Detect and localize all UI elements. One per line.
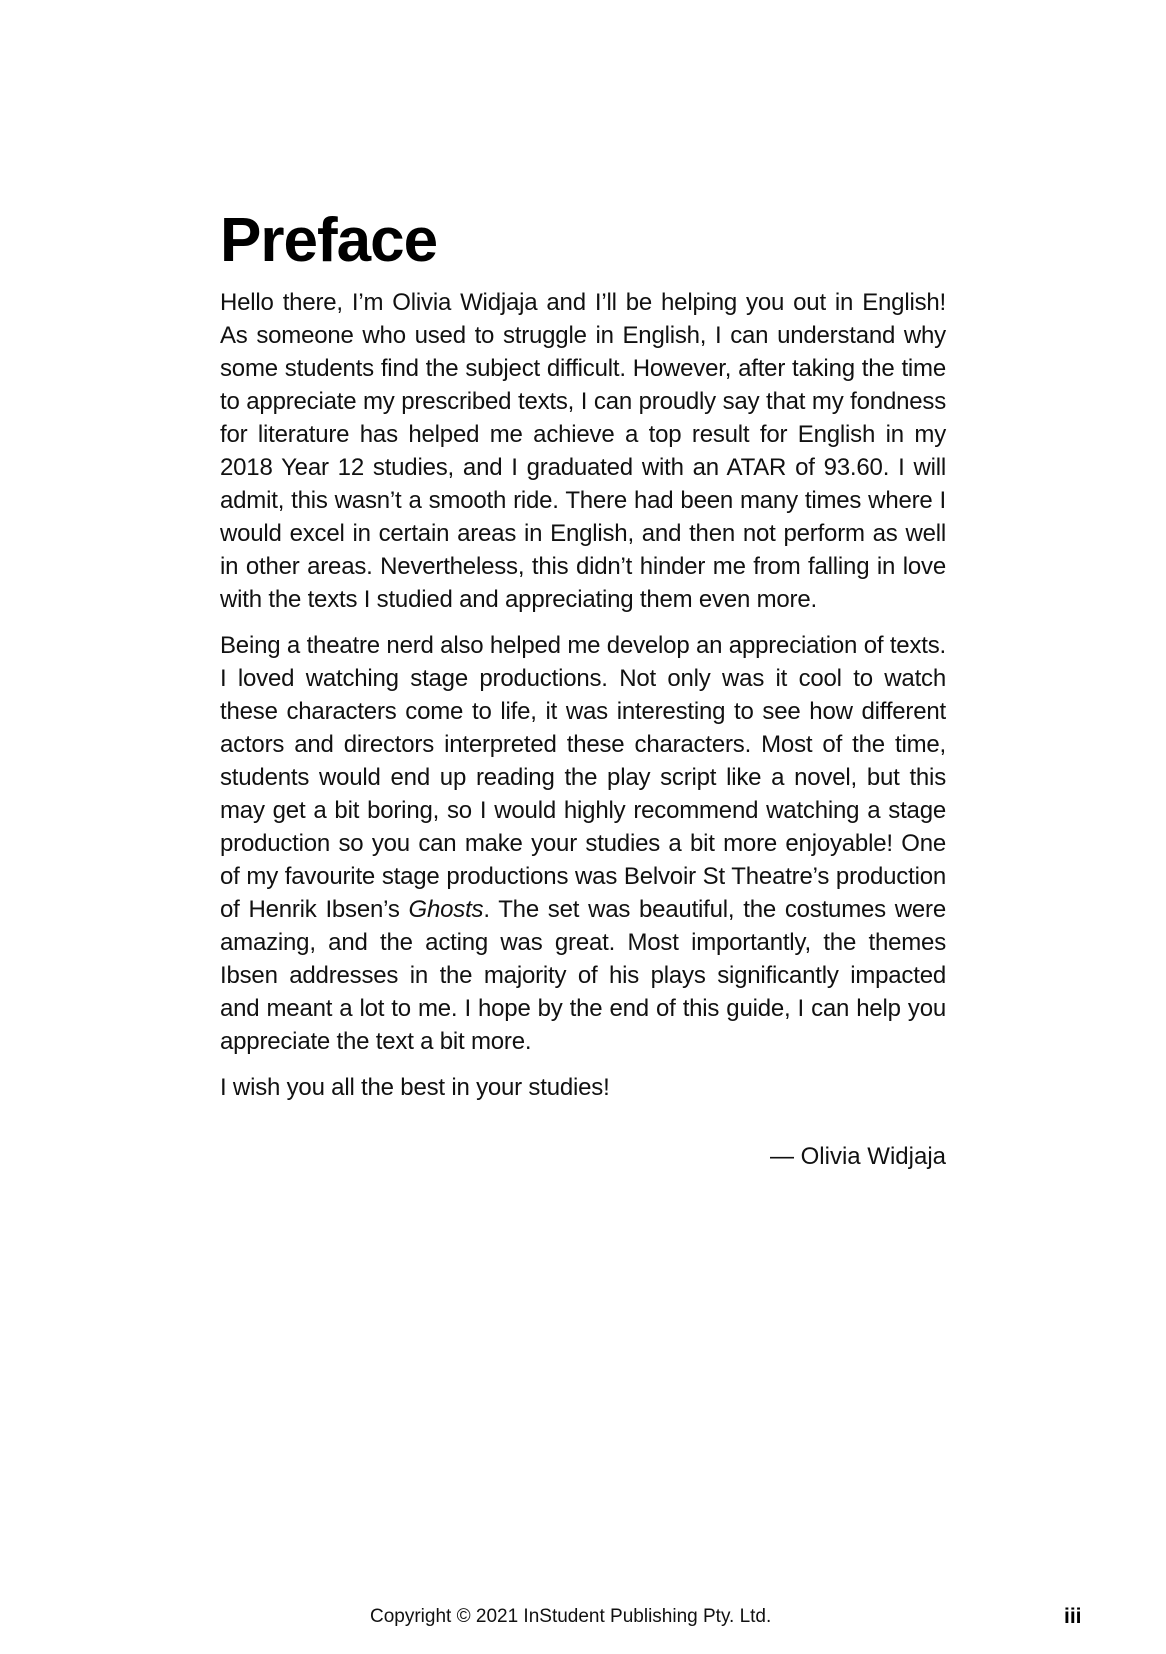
paragraph-intro: Hello there, I’m Olivia Widjaja and I’ll be helping you out in English! As someone who used to struggle in English, I can understand why some students find the subject difficult. However, after taking the time to appreciate my prescribed texts, I can proudly say that my fondness for literature has helped me achieve a top result for English in my 2018 Year 12 studies, and I graduated with an ATAR of 93.60. I will admit, this wasn’t a smooth ride. There had been many times where I would excel in certain areas in English, and then not perform as well in other areas. Nevertheless, this didn’t hinder me from falling in love with the texts I studied and appreciating them even more.	[220, 289, 946, 613]
paragraph-theatre	[220, 629, 946, 1058]
preface-section	[220, 208, 946, 1173]
paragraph-theatre-text-start: Being a theatre nerd also helped me develop an appreciation of texts. I loved watching stage productions. Not only was it cool to watch these characters come to life, it was interesting to see how different actors and directors interpreted these characters. Most of the time, students would end up reading the play script like a novel, but this may get a bit boring, so I would highly recommend watching a stage production so you can make your studies a bit more enjoyable! One of my favourite stage productions was Belvoir St Theatre’s production of Henrik Ibsen’s	[220, 632, 946, 923]
copyright-notice: Copyright © 2021 InStudent Publishing Pty. Ltd.	[370, 1606, 772, 1627]
play-title-italic: Ghosts	[408, 896, 484, 923]
author-signoff: — Olivia Widjaja	[769, 1143, 946, 1170]
paragraph-closing: I wish you all the best in your studies!	[220, 1074, 610, 1101]
page-title: Preface	[220, 206, 438, 275]
page-number: iii	[1064, 1605, 1082, 1628]
page-footer	[0, 1604, 1166, 1634]
paragraph-theatre-text-end: . The set was beautiful, the costumes were amazing, and the acting was great. Most importantly, the themes Ibsen addresses in the majority of his plays significantly impacted and meant a lot to me. I hope by the end of this guide, I can help you appreciate the text a bit more.	[220, 896, 946, 1055]
